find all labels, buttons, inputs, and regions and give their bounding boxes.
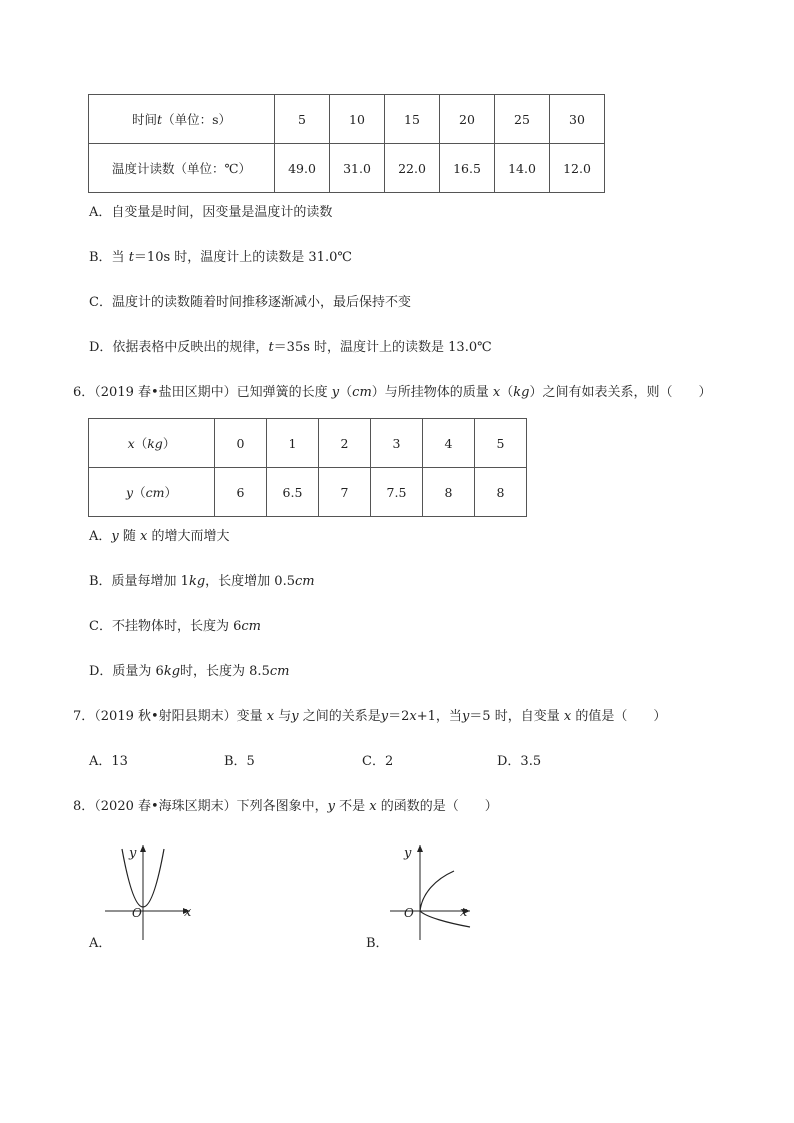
cell-mass: 4 xyxy=(423,419,475,468)
axis-label-x: x xyxy=(184,905,192,920)
upper-branch-curve xyxy=(420,871,454,911)
y-axis-arrow xyxy=(140,845,146,852)
q5-option-a: A．自变量是时间，因变量是温度计的读数 xyxy=(89,205,333,220)
origin-label: O xyxy=(132,906,142,920)
axis-label-y: y xyxy=(129,846,137,861)
cell-temperature: 14.0 xyxy=(495,144,550,193)
origin-label: O xyxy=(404,906,414,920)
q5-option-c: C．温度计的读数随着时间推移逐渐减小，最后保持不变 xyxy=(89,295,411,310)
q7-option-b: B．5 xyxy=(224,754,255,769)
graph-a xyxy=(100,835,210,945)
cell-length: 7.5 xyxy=(371,468,423,517)
cell-time: 15 xyxy=(385,95,440,144)
graph-a-label: A． xyxy=(89,936,112,951)
y-axis-arrow xyxy=(417,845,423,852)
cell-time: 10 xyxy=(330,95,385,144)
q6-option-b: B．质量每增加 1kg，长度增加 0.5cm xyxy=(89,574,315,589)
q6-option-d: D．质量为 6kg时，长度为 8.5cm xyxy=(89,664,290,679)
cell-mass: 5 xyxy=(475,419,527,468)
cell-length: 8 xyxy=(475,468,527,517)
cell-temperature: 22.0 xyxy=(385,144,440,193)
cell-mass: 3 xyxy=(371,419,423,468)
cell-time: 20 xyxy=(440,95,495,144)
row-label-mass: x（kg） xyxy=(89,419,215,468)
table-row xyxy=(89,144,605,193)
graph-b xyxy=(382,835,492,945)
cell-length: 6.5 xyxy=(267,468,319,517)
cell-temperature: 31.0 xyxy=(330,144,385,193)
cell-temperature: 12.0 xyxy=(550,144,605,193)
axis-label-y: y xyxy=(404,846,412,861)
q5-option-d: D．依据表格中反映出的规律，t＝35s 时，温度计上的读数是 13.0℃ xyxy=(89,340,492,355)
table-row xyxy=(89,95,605,144)
table-row xyxy=(89,468,527,517)
row-label-length: y（cm） xyxy=(89,468,215,517)
question-7-stem: 7．（2019 秋•射阳县期末）变量 x 与y 之间的关系是y＝2x+1，当y＝5 时，自变量 x 的值是（ ） xyxy=(73,709,667,724)
cell-length: 7 xyxy=(319,468,371,517)
cell-mass: 2 xyxy=(319,419,371,468)
cell-time: 25 xyxy=(495,95,550,144)
row-label-temperature: 温度计读数（单位：℃） xyxy=(89,144,275,193)
cell-time: 30 xyxy=(550,95,605,144)
graph-b-label: B． xyxy=(366,936,389,951)
q6-option-a: A．y 随 x 的增大而增大 xyxy=(89,529,230,544)
cell-mass: 0 xyxy=(215,419,267,468)
temperature-table xyxy=(88,94,605,193)
row-label-time: 时间t（单位：s） xyxy=(89,95,275,144)
table-row xyxy=(89,419,527,468)
cell-temperature: 16.5 xyxy=(440,144,495,193)
cell-time: 5 xyxy=(275,95,330,144)
question-8-stem: 8．（2020 春•海珠区期末）下列各图象中，y 不是 x 的函数的是（ ） xyxy=(73,799,498,814)
cell-temperature: 49.0 xyxy=(275,144,330,193)
axis-label-x: x xyxy=(460,905,468,920)
q7-option-a: A．13 xyxy=(89,754,128,769)
question-6-stem: 6．（2019 春•盐田区期中）已知弹簧的长度 y（cm）与所挂物体的质量 x（kg）之间有如表关系，则（ ） xyxy=(73,385,712,400)
q7-option-c: C．2 xyxy=(362,754,394,769)
spring-table xyxy=(88,418,527,517)
q7-option-d: D．3.5 xyxy=(497,754,542,769)
q5-option-b: B．当 t＝10s 时，温度计上的读数是 31.0℃ xyxy=(89,250,352,265)
cell-length: 6 xyxy=(215,468,267,517)
cell-length: 8 xyxy=(423,468,475,517)
cell-mass: 1 xyxy=(267,419,319,468)
q6-option-c: C．不挂物体时，长度为 6cm xyxy=(89,619,261,634)
